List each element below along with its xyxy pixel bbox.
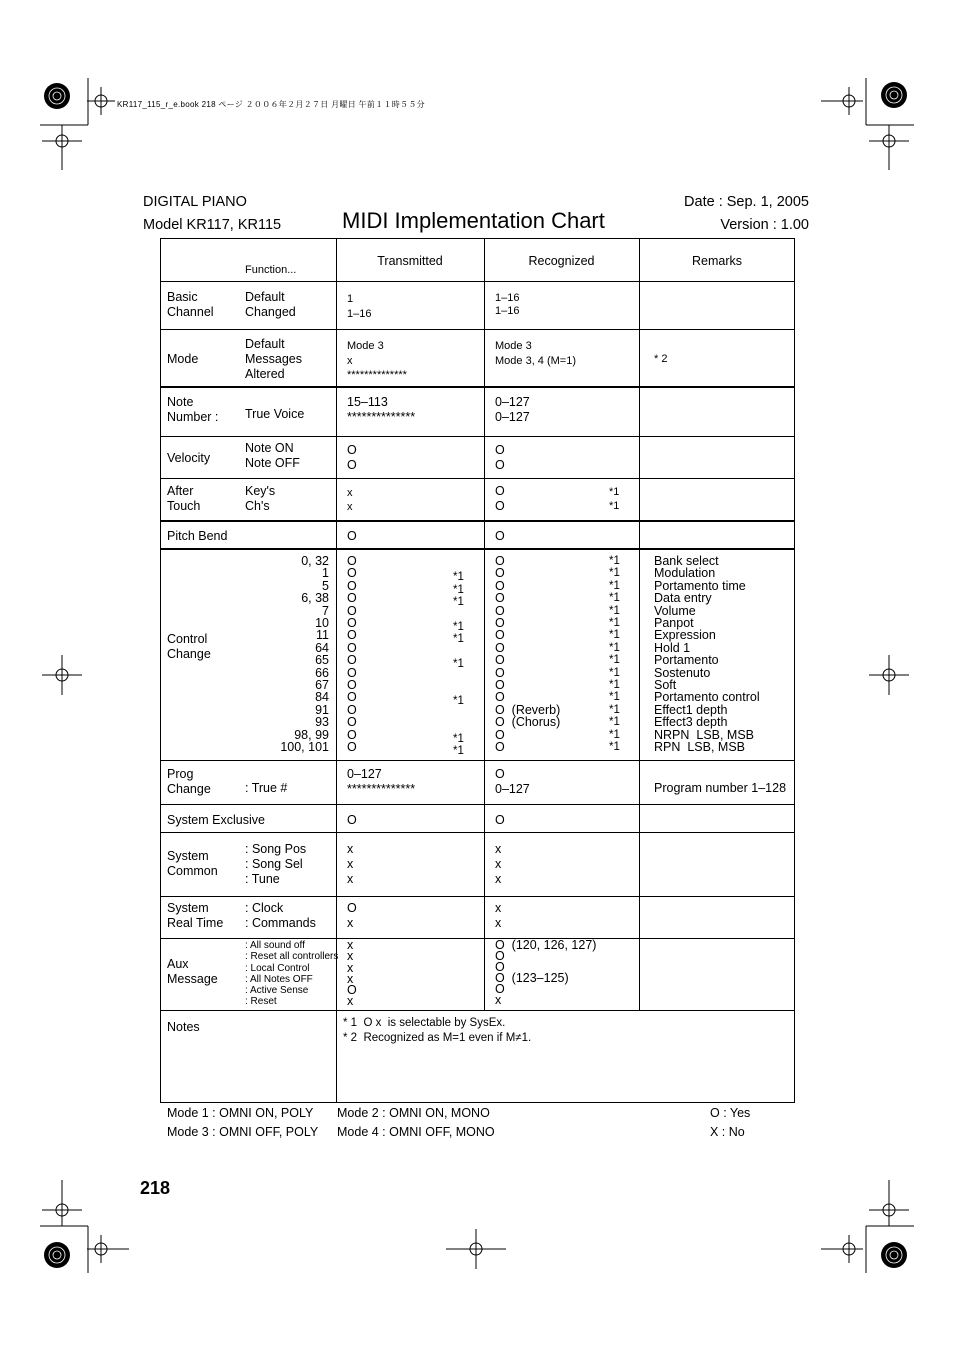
- version-label: Version : 1.00: [720, 217, 809, 233]
- system-exclusive-tx: O: [347, 813, 357, 827]
- date-label: Date : Sep. 1, 2005: [684, 194, 809, 210]
- after-touch-rx: O O: [495, 484, 505, 513]
- mode-4-legend: Mode 4 : OMNI OFF, MONO: [337, 1125, 495, 1139]
- basic-channel-label: Basic Channel: [167, 290, 214, 319]
- after-touch-sub: Key's Ch's: [245, 484, 276, 513]
- aux-message-rx: O (120, 126, 127) O O O (123–125) O x: [495, 938, 597, 1007]
- system-common-rx: x x x: [495, 842, 502, 886]
- velocity-sub: Note ON Note OFF: [245, 441, 300, 470]
- aux-message-tx: x x x x O x: [347, 938, 357, 1009]
- file-header: KR117_115_r_e.book 218 ページ ２００６年２月２７日 月曜日 午前１１時５５分: [117, 100, 425, 109]
- control-change-numbers: 0, 32 1 5 6, 38 7 10 11 64 65 66 67 84 91 93 98, 99 100, 101: [280, 554, 329, 755]
- page-number: 218: [140, 1178, 171, 1198]
- note-number-tx: 15–113 **************: [347, 395, 416, 424]
- basic-channel-sub: Default Changed: [245, 290, 296, 319]
- pitch-bend-tx: O: [347, 529, 357, 543]
- prog-change-remarks: Program number 1–128: [654, 781, 787, 795]
- mode-1-legend: Mode 1 : OMNI ON, POLY: [167, 1106, 314, 1120]
- basic-channel-tx: 1 1–16: [347, 293, 372, 320]
- control-change-remarks: Bank select Modulation Portamento time Data entry Volume Panpot Expression Hold 1 Portamento Sostenuto Soft Portamento control Effect1 depth Effect3 depth NRPN LSB, MSB RPN LSB, MSB: [654, 554, 760, 755]
- control-change-tx-notes: *1 *1 *1 *1 *1 *1 *1 *1 *1: [453, 571, 464, 758]
- basic-channel-rx: 1–16 1–16: [495, 292, 520, 317]
- transmitted-header: Transmitted: [377, 254, 443, 268]
- aux-message-sub: : All sound off : Reset all controllers : Local Control : All Notes OFF : Active Sense : Reset: [245, 940, 339, 1008]
- pitch-bend-rx: O: [495, 529, 505, 543]
- mode-rx: Mode 3 Mode 3, 4 (M=1): [495, 340, 577, 367]
- recognized-header: Recognized: [528, 254, 595, 268]
- control-change-rx: O O O O O O O O O O O O O (Reverb) O (Chorus) O O: [495, 554, 561, 755]
- velocity-tx: O O: [347, 443, 357, 472]
- prog-change-tx: 0–127 **************: [347, 767, 416, 796]
- yes-legend: O : Yes: [710, 1106, 751, 1120]
- mode-label: Mode: [167, 352, 199, 366]
- mode-sub: Default Messages Altered: [245, 337, 302, 381]
- system-exclusive-label: System Exclusive: [167, 813, 265, 827]
- after-touch-rx-notes: *1 *1: [609, 486, 620, 512]
- control-change-tx: O O O O O O O O O O O O O O O O: [347, 554, 357, 755]
- system-common-label: System Common: [167, 849, 218, 878]
- mode-2-legend: Mode 2 : OMNI ON, MONO: [337, 1106, 490, 1120]
- notes-label: Notes: [167, 1020, 200, 1034]
- control-change-rx-notes: *1 *1 *1 *1 *1 *1 *1 *1 *1 *1 *1 *1 *1 *1 *1 *1: [609, 555, 620, 754]
- prog-change-sub: : True #: [245, 781, 288, 795]
- after-touch-tx: x x: [347, 487, 353, 513]
- system-real-time-label: System Real Time: [167, 901, 224, 930]
- system-real-time-rx: x x: [495, 901, 502, 930]
- note-number-rx: 0–127 0–127: [495, 395, 530, 424]
- system-common-sub: : Song Pos : Song Sel : Tune: [245, 842, 307, 886]
- system-real-time-tx: O x: [347, 901, 357, 930]
- prog-change-rx: O 0–127: [495, 767, 530, 796]
- remarks-header: Remarks: [691, 254, 742, 268]
- model-name: Model KR117, KR115: [143, 217, 282, 233]
- note-number-sub: True Voice: [245, 407, 305, 421]
- system-real-time-sub: : Clock : Commands: [245, 901, 316, 930]
- prog-change-label: Prog Change: [167, 767, 211, 796]
- system-exclusive-rx: O: [495, 813, 505, 827]
- page-title: MIDI Implementation Chart: [342, 208, 605, 233]
- no-legend: X : No: [710, 1125, 745, 1139]
- product-name: DIGITAL PIANO: [143, 194, 247, 210]
- note-number-label: Note Number :: [167, 395, 219, 424]
- mode-tx: Mode 3 x **************: [347, 340, 407, 381]
- after-touch-label: After Touch: [167, 484, 201, 513]
- mode-remarks: * 2: [654, 353, 668, 365]
- notes-text: * 1 O x is selectable by SysEx. * 2 Recognized as M=1 even if M≠1.: [343, 1017, 532, 1044]
- function-header: Function...: [245, 264, 297, 276]
- velocity-rx: O O: [495, 443, 505, 472]
- mode-3-legend: Mode 3 : OMNI OFF, POLY: [167, 1125, 319, 1139]
- system-common-tx: x x x: [347, 842, 354, 886]
- control-change-label: Control Change: [167, 632, 211, 661]
- aux-message-label: Aux Message: [167, 957, 218, 986]
- velocity-label: Velocity: [167, 451, 211, 465]
- pitch-bend-label: Pitch Bend: [167, 529, 228, 543]
